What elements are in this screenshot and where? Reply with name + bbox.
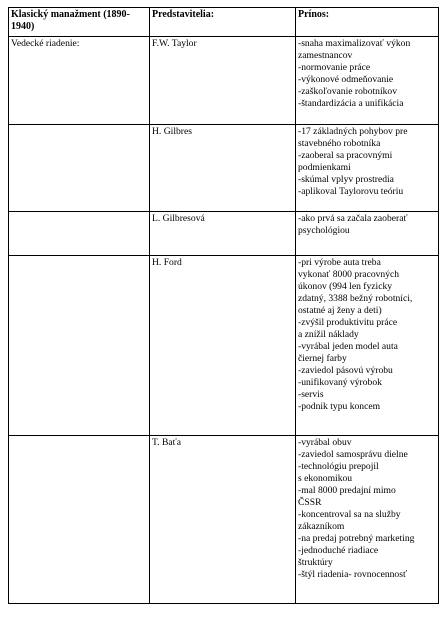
contribution-line: čiernej farby <box>298 353 347 364</box>
contribution-line: -servis <box>298 389 324 400</box>
contribution-line: -zvýšil produktivitu práce <box>298 317 398 328</box>
contribution-line: podmienkami <box>298 162 351 173</box>
row-person: L. Gilbresová <box>150 212 296 256</box>
row-contributions <box>296 436 439 604</box>
contribution-line: -normovanie práce <box>298 62 371 73</box>
contribution-line: a znížil náklady <box>298 329 359 340</box>
management-table <box>8 7 439 604</box>
row-contributions <box>296 37 439 125</box>
row-person: T. Baťa <box>150 436 296 604</box>
contribution-line: -zaoberal sa pracovnými <box>298 150 393 161</box>
header-contributions: Prínos: <box>296 8 439 37</box>
contribution-line: vykonať 8000 pracovných <box>298 269 400 280</box>
contribution-line: -pri výrobe auta treba <box>298 257 381 268</box>
row-category: Vedecké riadenie: <box>9 37 150 125</box>
contribution-line: -aplikoval Taylorovu teóriu <box>298 186 404 197</box>
contribution-line: -vyrábal obuv <box>298 437 352 448</box>
contribution-line: ČSSR <box>298 497 322 508</box>
contribution-line: -snaha maximalizovať výkon <box>298 38 411 49</box>
header-representatives: Predstavitelia: <box>150 8 296 37</box>
contribution-line: štruktúry <box>298 557 333 568</box>
row-person: H. Ford <box>150 256 296 436</box>
contribution-line: -výkonové odmeňovanie <box>298 74 394 85</box>
table-row <box>9 256 439 436</box>
contribution-line: -na predaj potrebný marketing <box>298 533 415 544</box>
contribution-line: úkonov (994 len fyzicky <box>298 281 393 292</box>
row-person: H. Gilbres <box>150 125 296 212</box>
table-row <box>9 212 439 256</box>
row-category <box>9 212 150 256</box>
contribution-line: -zaviedol pásovú výrobu <box>298 365 393 376</box>
contribution-line: zákazníkom <box>298 521 345 532</box>
contribution-line: -vyrábal jeden model auta <box>298 341 398 352</box>
contribution-line: -zaškoľovanie robotníkov <box>298 86 398 97</box>
contribution-line: -jednoduché riadiace <box>298 545 379 556</box>
row-contributions <box>296 212 439 256</box>
contribution-line: -technológiu prepojil <box>298 461 379 472</box>
contribution-line: -koncentroval sa na služby <box>298 509 401 520</box>
contribution-line: -mal 8000 predajní mimo <box>298 485 396 496</box>
row-contributions <box>296 256 439 436</box>
contribution-line: -štýl riadenia- rovnocennosť <box>298 569 408 580</box>
contribution-line: zamestnancov <box>298 50 353 61</box>
table-row <box>9 436 439 604</box>
contribution-line: -unifikovaný výrobok <box>298 377 382 388</box>
contribution-line: -štandardizácia a unifikácia <box>298 98 404 109</box>
contribution-line: -17 základných pohybov pre <box>298 126 408 137</box>
contribution-line: -ako prvá sa začala zaoberať <box>298 213 408 224</box>
contribution-line: zdatný, 3388 bežný robotníci, <box>298 293 413 304</box>
contribution-line: s ekonomikou <box>298 473 353 484</box>
contribution-line: stavebného robotníka <box>298 138 381 149</box>
contribution-line: -skúmal vplyv prostredia <box>298 174 394 185</box>
table-row <box>9 125 439 212</box>
contribution-line: ostatné aj ženy a deti) <box>298 305 382 316</box>
header-era: Klasický manažment (1890-1940) <box>9 8 150 37</box>
row-person: F.W. Taylor <box>150 37 296 125</box>
row-category <box>9 436 150 604</box>
row-contributions <box>296 125 439 212</box>
table-row <box>9 37 439 125</box>
contribution-line: psychológiou <box>298 225 350 236</box>
contribution-line: -podnik typu koncem <box>298 401 381 412</box>
row-category <box>9 256 150 436</box>
header-row <box>9 8 439 37</box>
contribution-line: -zaviedol samosprávu dielne <box>298 449 408 460</box>
row-category <box>9 125 150 212</box>
